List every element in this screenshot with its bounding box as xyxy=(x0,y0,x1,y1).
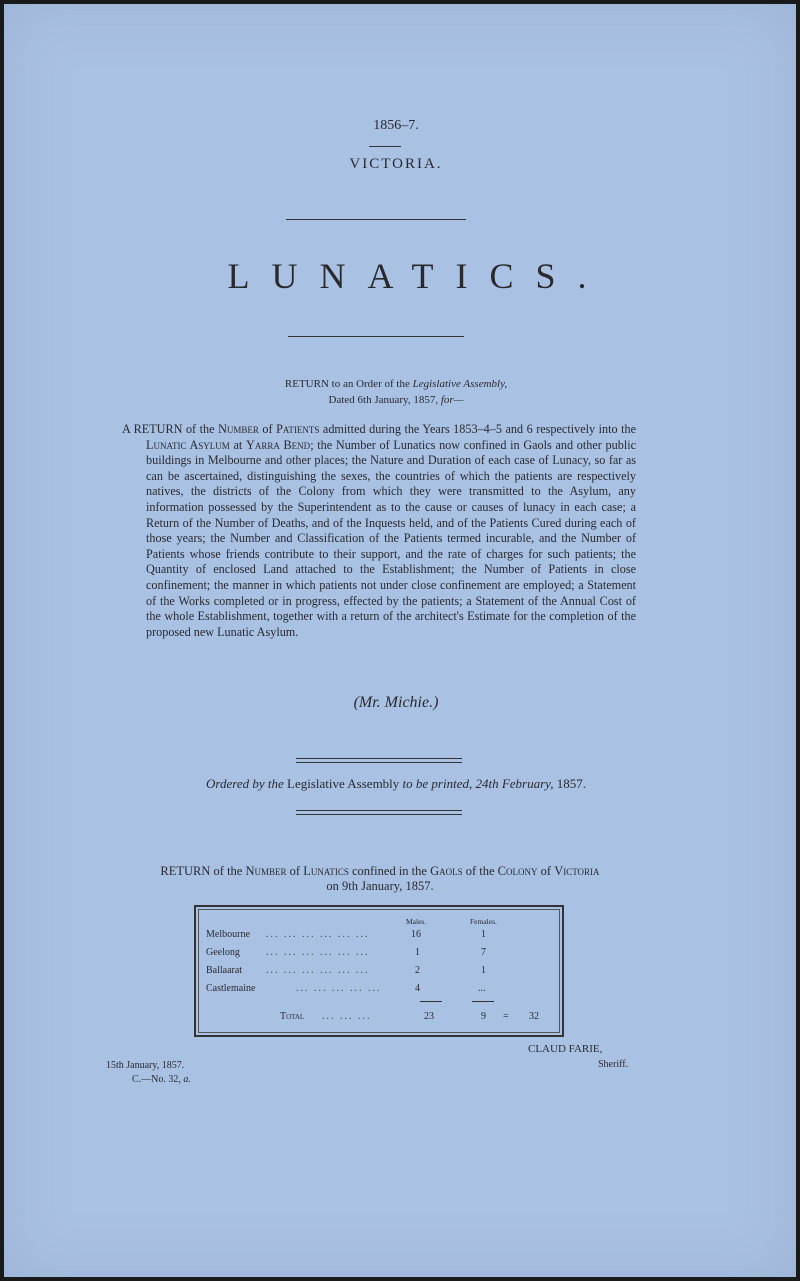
printing-order-post: 1857. xyxy=(553,776,586,791)
double-rule-2 xyxy=(296,810,462,815)
order-line-2-italic: for— xyxy=(440,394,464,406)
para-text-2: admitted during the Years 1853–4–5 and 6 respectively into the xyxy=(319,422,637,436)
row-males-3: 2 xyxy=(415,965,420,976)
total-dots: ... ... ... xyxy=(322,1011,372,1022)
table-heading-line-2: on 9th January, 1857. xyxy=(326,879,434,893)
para-sc-3: Lunatic Asylum xyxy=(146,437,230,452)
page-title: LUNATICS. xyxy=(227,256,609,296)
para-sc-2: Patients xyxy=(276,422,320,436)
rh-sc3: Gaols xyxy=(430,864,463,878)
rh-d: of the xyxy=(462,864,498,878)
row-dots-4: ... ... ... ... ... xyxy=(296,983,382,994)
row-dots-2: ... ... ... ... ... ... xyxy=(266,947,370,958)
row-place-melbourne: Melbourne xyxy=(206,929,250,940)
total-males: 23 xyxy=(424,1011,434,1022)
ref-text: C.—No. 32, xyxy=(132,1074,184,1085)
return-description xyxy=(122,422,637,640)
rh-sc1: Number xyxy=(245,864,287,878)
row-females-3: 1 xyxy=(481,965,486,976)
para-text-3: at xyxy=(229,437,247,452)
ref-italic: a. xyxy=(183,1074,191,1085)
para-sc-1: Number xyxy=(218,422,259,436)
females-sum-rule xyxy=(472,1001,494,1002)
divider-top xyxy=(286,219,466,220)
rh-sc2: Lunatics xyxy=(303,864,349,878)
printing-order-italic: to be printed, 24th February, xyxy=(402,776,554,791)
printing-order xyxy=(0,776,792,792)
row-place-ballaarat: Ballaarat xyxy=(206,965,243,976)
row-dots-1: ... ... ... ... ... ... xyxy=(266,929,370,940)
order-line-2 xyxy=(0,394,792,406)
year-underline xyxy=(369,146,401,147)
rh-e: of xyxy=(537,864,555,878)
table-heading-line-1 xyxy=(120,864,640,879)
para-text-1: of xyxy=(258,422,277,436)
state-name: VICTORIA. xyxy=(349,156,443,172)
equals-sign: = xyxy=(503,1011,509,1022)
row-place-geelong: Geelong xyxy=(206,947,240,958)
row-females-1: 1 xyxy=(481,929,486,940)
rh-a: RETURN of the xyxy=(160,864,246,878)
signatory-name: CLAUD FARIE, xyxy=(528,1043,603,1055)
grand-total: 32 xyxy=(529,1011,539,1022)
divider-bottom xyxy=(288,336,464,337)
col-header-females: Females. xyxy=(470,917,497,926)
row-males-4: 4 xyxy=(415,983,420,994)
row-females-4: ... xyxy=(478,983,486,994)
printing-order-mid: Legislative Assembly xyxy=(283,776,403,791)
printing-order-pre: Ordered by the xyxy=(206,776,284,791)
row-males-1: 16 xyxy=(411,929,421,940)
document-sheet xyxy=(4,4,796,1277)
row-place-castlemaine: Castlemaine xyxy=(206,983,256,994)
para-text-4: ; the Number of Lunatics now confined in Gaols and other public buildings in Melbourne and other places; the Nature and Duration of each case of Lunacy, so far as can be ascertained, distinguishing the sexes, the countries of which the patients are respectively natives, the districts of the Colony from which they were transmitted to the Asylum, any information possessed by the Superintendent as to the cause or causes of lunacy in each case; a Return of the Number of Deaths, and of the Inquests held, and of the Patients Cured during each of those years; the Number and Classification of the Patients termed incurable, and the Number of Patients whose friends contribute to their support, and the rate of charges for such patients; the Quantity of enclosed Land attached to the Establishment; the Number of Patients in close confinement; the manner in which patients not under close confinement are employed; a Statement of the Works completed or in progress, effected by the patients; a Statement of the Annual Cost of the whole Establishment, together with a return of the architect's Estimate for the completion of the proposed new Lunatic Asylum. xyxy=(146,437,637,639)
rh-b: of xyxy=(286,864,304,878)
rh-sc5: Victoria xyxy=(554,864,600,878)
document-reference xyxy=(132,1074,191,1085)
rh-sc4: Colony xyxy=(497,864,538,878)
para-lead: A RETURN of the xyxy=(122,422,219,436)
order-line-1 xyxy=(0,378,792,390)
para-sc-4: Yarra Bend xyxy=(246,437,311,452)
double-rule-1 xyxy=(296,758,462,763)
order-line-1-text: RETURN to an Order of the xyxy=(284,378,413,390)
row-males-2: 1 xyxy=(415,947,420,958)
total-females: 9 xyxy=(481,1011,486,1022)
order-line-2-text: Dated 6th January, 1857, xyxy=(328,394,441,406)
col-header-males: Males. xyxy=(406,917,427,926)
signature-date: 15th January, 1857. xyxy=(106,1060,185,1071)
row-females-2: 7 xyxy=(481,947,486,958)
males-sum-rule xyxy=(420,1001,442,1002)
signatory-title: Sheriff. xyxy=(598,1059,629,1070)
row-dots-3: ... ... ... ... ... ... xyxy=(266,965,370,976)
total-label: Total xyxy=(280,1011,305,1022)
rh-c: confined in the xyxy=(348,864,431,878)
order-line-1-italic: Legislative Assembly, xyxy=(412,378,508,390)
mover-name: (Mr. Michie.) xyxy=(353,694,439,711)
session-year: 1856–7. xyxy=(373,118,419,133)
